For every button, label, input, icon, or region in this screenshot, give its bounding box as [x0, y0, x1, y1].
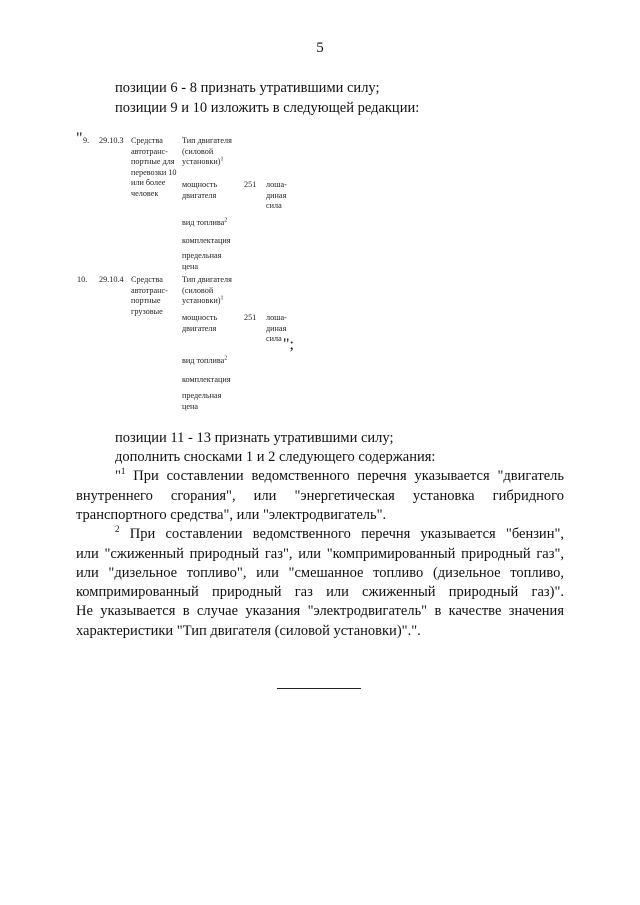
footnote-1-line-3: транспортного средства", или "электродвигатель".	[76, 507, 387, 523]
row-9-unit-code: 251	[244, 180, 257, 189]
footnote-2-line-5: Не указывается в случае указания "электродвигатель" в качестве значения	[76, 603, 564, 619]
row-10-char-engine: Тип двигателя (силовой установки)$^1$	[182, 275, 232, 305]
row-10-char-price: предельная цена	[182, 391, 222, 411]
after-line-2: дополнить сносками 1 и 2 следующего содержания:	[115, 449, 436, 465]
footnote-2-line-4: компримированный природный газ или сжиженный природный газ)".	[76, 584, 564, 600]
row-10-char-power: мощность двигателя	[182, 313, 218, 333]
row-9-name: Средства автотранс-портные для перевозки 10 или более человек	[131, 136, 177, 198]
row-10-unit-name: лоша-диная сила	[266, 313, 287, 343]
closing-divider	[277, 688, 361, 689]
row-10-number: 10.	[77, 275, 88, 284]
table-open-quote: "	[76, 130, 83, 147]
footnote-2-line-6: характеристики "Тип двигателя (силовой установки)".".	[76, 623, 421, 639]
row-9-char-equipment: комплектация	[182, 236, 231, 245]
row-9-char-price: предельная цена	[182, 251, 222, 271]
row-10-unit-code: 251	[244, 313, 257, 322]
row-9-number: 9.	[83, 136, 90, 145]
row-9-unit-name: лоша-диная сила	[266, 180, 287, 210]
intro-line-1: позиции 6 - 8 признать утратившими силу;	[115, 80, 380, 96]
table-close-quote: ";	[283, 336, 294, 353]
row-9-char-power: мощность двигателя	[182, 180, 218, 200]
row-10-char-fuel: вид топлива$^2$	[182, 355, 228, 365]
row-9-char-fuel: вид топлива$^2$	[182, 217, 228, 227]
row-10-code: 29.10.4	[99, 275, 124, 284]
page-number: 5	[316, 40, 324, 56]
row-9-char-engine: Тип двигателя (силовой установки)$^1$	[182, 136, 232, 166]
row-10-name: Средства автотранс-портные грузовые	[131, 275, 168, 316]
row-9-code: 29.10.3	[99, 136, 124, 145]
after-line-1: позиции 11 - 13 признать утратившими силу;	[115, 430, 394, 446]
footnote-1-line-2: внутреннего сгорания", или "энергетическая установка гибридного	[76, 488, 564, 504]
intro-line-2: позиции 9 и 10 изложить в следующей редакции:	[115, 100, 420, 116]
footnote-1-line-1: "$^1$ При составлении ведомственного перечня указывается "двигатель	[115, 466, 564, 484]
footnote-2-line-2: или "сжиженный природный газ", или "компримированный природный газ",	[76, 546, 564, 562]
row-10-char-equipment: комплектация	[182, 375, 231, 384]
footnote-2-line-3: или "дизельное топливо", или "смешанное топливо (дизельное топливо,	[76, 565, 564, 581]
footnote-2-line-1: $^2$ При составлении ведомственного перечня указывается "бензин",	[115, 524, 564, 542]
